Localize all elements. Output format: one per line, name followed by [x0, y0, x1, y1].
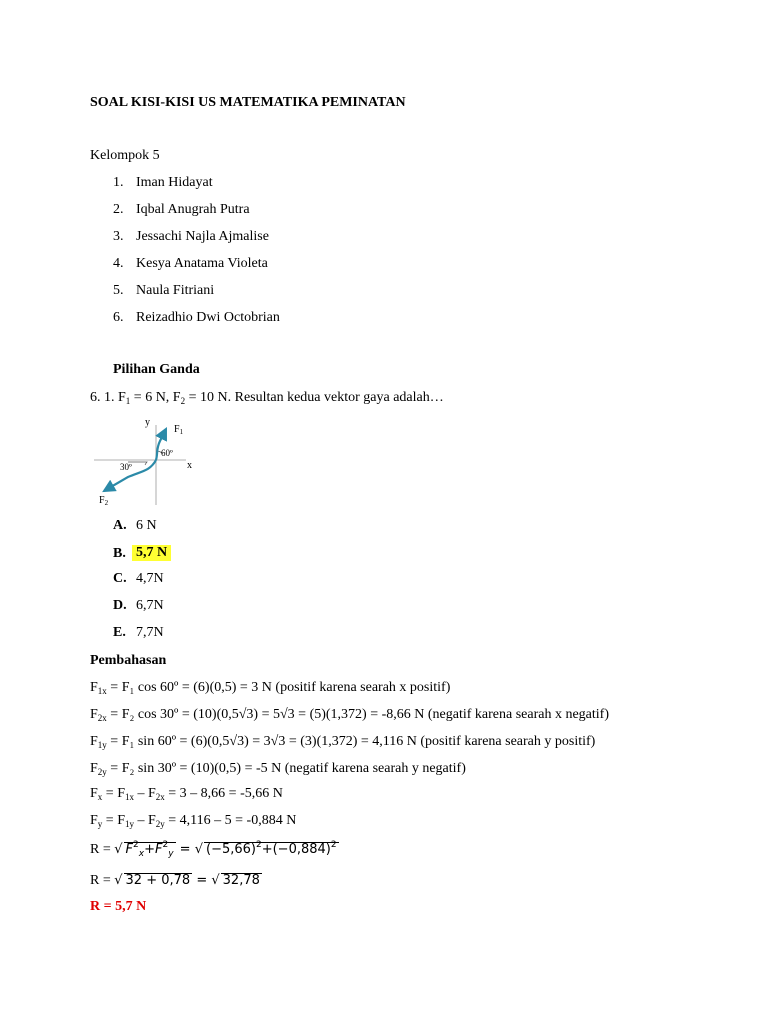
- list-item: 4.: [113, 256, 124, 271]
- list-item-name: Iman Hidayat: [136, 175, 213, 190]
- list-item-name: Kesya Anatama Violeta: [136, 256, 268, 271]
- vector-diagram: [90, 413, 210, 513]
- f2-label: $F_2$: [99, 495, 109, 507]
- calc-line-f1y: $F_{1y} = F_1$ sin 60º = (6)(0,5√3) = 3√3 = (3)(1,372) = 4,116 N (positif karena searah y positif): [90, 734, 596, 750]
- option-letter-d: D.: [113, 598, 127, 613]
- list-item-name: Jessachi Najla Ajmalise: [136, 229, 269, 244]
- calc-line-fy: $F_y = F_{1y} - F_{2y} = 4,116 - 5 = -0,884$ N: [90, 813, 297, 829]
- calc-line-r-formula: R = √ $F^2_x+F^2_y$ = √ $(-5,66)^2+(-0,884)^2$: [90, 840, 337, 859]
- list-item-name: Naula Fitriani: [136, 283, 215, 298]
- final-answer: R = 5,7 N: [90, 899, 147, 914]
- list-item-name: Iqbal Anugrah Putra: [136, 202, 250, 217]
- option-d: 6,7N: [136, 598, 164, 613]
- y-axis-label: y: [145, 417, 150, 428]
- calc-line-f2x: $F_{2x} = F_2$ cos 30º = (10)(0,5√3) = 5√3 = (5)(1,372) = -8,66 N (negatif karena searah x negatif): [90, 707, 609, 723]
- list-item: 1.: [113, 175, 124, 190]
- list-item: 6.: [113, 310, 124, 325]
- calc-line-f1x: $F_{1x} = F_1$ cos 60º = (6)(0,5) = 3 N (positif karena searah x positif): [90, 680, 451, 696]
- option-letter-b: B.: [113, 546, 126, 561]
- list-item: 3.: [113, 229, 124, 244]
- list-item: 5.: [113, 283, 124, 298]
- f1-label: $F_1$: [174, 424, 184, 436]
- option-b-highlighted: 5,7 N: [132, 545, 171, 561]
- calc-line-fx: $F_x = F_{1x} - F_{2x} = 3 - 8,66 = -5,66$ N: [90, 786, 283, 802]
- option-c: 4,7N: [136, 571, 164, 586]
- option-letter-c: C.: [113, 571, 127, 586]
- option-letter-e: E.: [113, 625, 126, 640]
- option-a: 6 N: [136, 518, 157, 533]
- angle-30-label: 30º: [120, 462, 132, 472]
- list-item: 2.: [113, 202, 124, 217]
- calc-line-f2y: $F_{2y} = F_2$ sin 30º = (10)(0,5) = -5 N (negatif karena searah y negatif): [90, 761, 466, 777]
- question-text: 6. 1. $F_1 = 6$ N, $F_2 = 10$ N. Resultan kedua vektor gaya adalah…: [90, 390, 444, 406]
- document-title: SOAL KISI-KISI US MATEMATIKA PEMINATAN: [90, 95, 406, 110]
- angle-60-label: 60º: [161, 448, 173, 458]
- discussion-heading: Pembahasan: [90, 653, 167, 668]
- list-item-name: Reizadhio Dwi Octobrian: [136, 310, 280, 325]
- option-e: 7,7N: [136, 625, 164, 640]
- option-letter-a: A.: [113, 518, 127, 533]
- group-label: Kelompok 5: [90, 148, 160, 163]
- section-heading: Pilihan Ganda: [113, 362, 200, 377]
- calc-line-r-value: R = √ 32 + 0,78 = √ 32,78: [90, 873, 260, 888]
- x-axis-label: x: [187, 460, 192, 471]
